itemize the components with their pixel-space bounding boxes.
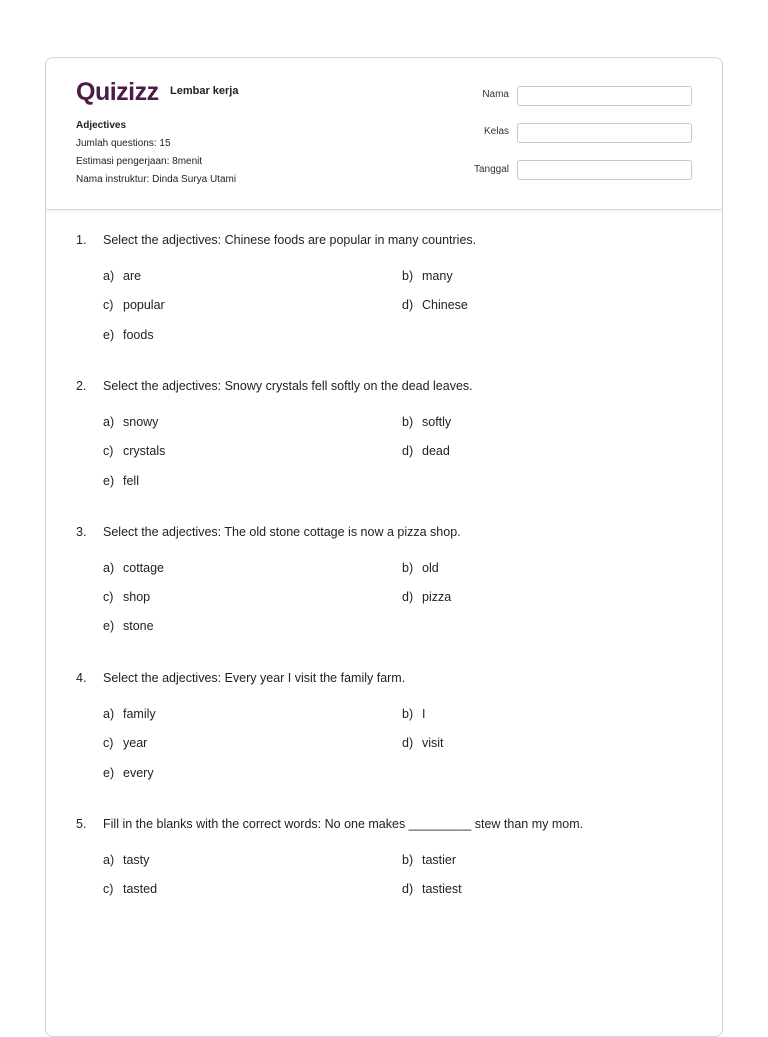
option-d[interactable]: d) Chinese <box>402 298 468 312</box>
option-c[interactable]: c) popular <box>103 298 165 312</box>
question-number: 5. <box>76 817 87 831</box>
option-a[interactable]: a) cottage <box>103 561 165 575</box>
option-d[interactable]: d) visit <box>402 736 444 750</box>
option-e[interactable]: e) fell <box>103 474 139 488</box>
option-c[interactable]: c) shop <box>103 590 151 604</box>
option-c[interactable]: c) crystals <box>103 444 166 458</box>
option-e[interactable]: e) stone <box>103 619 154 633</box>
option-d[interactable]: d) tastiest <box>402 882 462 896</box>
question-number: 4. <box>76 671 87 685</box>
question-text <box>76 525 461 539</box>
question-prompt: Select the adjectives: Every year I visit the family farm. <box>103 671 406 685</box>
question-prompt: Fill in the blanks with the correct words: No one makes _________ stew than my mom. <box>103 817 584 831</box>
option-b[interactable]: b) I <box>402 707 426 721</box>
question-number: 1. <box>76 233 87 247</box>
question-count: Jumlah questions: 15 <box>76 138 171 149</box>
date-field[interactable] <box>517 160 692 180</box>
question-prompt: Select the adjectives: Snowy crystals fell softly on the dead leaves. <box>103 379 473 393</box>
class-label: Kelas <box>483 126 509 137</box>
worksheet-header <box>46 58 722 210</box>
worksheet-title: Adjectives <box>76 120 127 131</box>
question-text <box>76 233 476 247</box>
question-number: 3. <box>76 525 87 539</box>
option-a[interactable]: a) tasty <box>103 853 150 867</box>
name-field[interactable] <box>517 86 692 106</box>
option-b[interactable]: b) many <box>402 269 453 283</box>
estimated-time: Estimasi pengerjaan: 8menit <box>76 156 203 167</box>
option-d[interactable]: d) pizza <box>402 590 452 604</box>
question-number: 2. <box>76 379 87 393</box>
name-label: Nama <box>482 89 509 100</box>
option-a[interactable]: a) snowy <box>103 415 159 429</box>
option-a[interactable]: a) family <box>103 707 156 721</box>
question-text <box>76 817 583 831</box>
question-text <box>76 379 473 393</box>
question-text <box>76 671 405 685</box>
quizizz-logo: Quizizz <box>76 78 159 106</box>
date-label: Tanggal <box>473 164 509 175</box>
option-a[interactable]: a) are <box>103 269 142 283</box>
option-d[interactable]: d) dead <box>402 444 450 458</box>
question-prompt: Select the adjectives: Chinese foods are popular in many countries. <box>103 233 477 247</box>
instructor-name: Nama instruktur: Dinda Surya Utami <box>76 174 237 185</box>
option-b[interactable]: b) tastier <box>402 853 457 867</box>
class-field[interactable] <box>517 123 692 143</box>
option-e[interactable]: e) every <box>103 766 154 780</box>
option-b[interactable]: b) old <box>402 561 439 575</box>
worksheet-info <box>76 117 236 189</box>
option-b[interactable]: b) softly <box>402 415 452 429</box>
worksheet <box>45 57 723 1037</box>
option-c[interactable]: c) year <box>103 736 148 750</box>
option-c[interactable]: c) tasted <box>103 882 158 896</box>
worksheet-subtitle: Lembar kerja <box>170 85 239 97</box>
question-prompt: Select the adjectives: The old stone cottage is now a pizza shop. <box>103 525 461 539</box>
option-e[interactable]: e) foods <box>103 328 154 342</box>
